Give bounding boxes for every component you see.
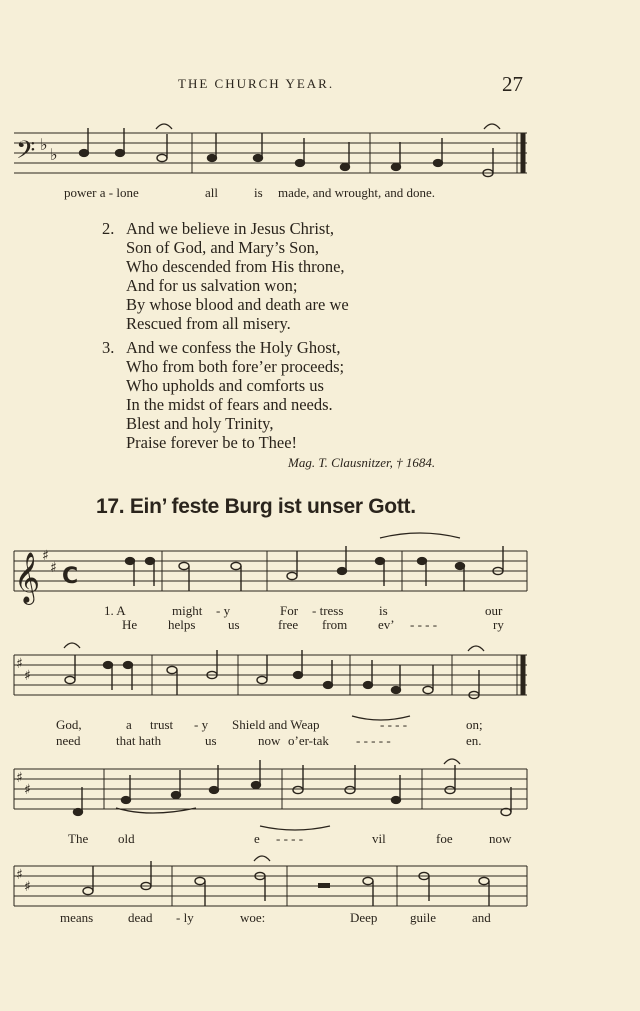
lyric-top-2: all	[205, 185, 218, 200]
lyric: o’er-tak	[288, 733, 329, 748]
verse-line: Praise forever be to Thee!	[126, 433, 298, 452]
svg-text:♯: ♯	[16, 656, 23, 672]
svg-text:♯: ♯	[24, 879, 31, 895]
lyric: The	[68, 831, 89, 846]
staff-hymn-2	[14, 655, 527, 695]
lyric: and	[472, 910, 491, 925]
bass-clef-icon: 𝄢	[16, 136, 36, 171]
staff-top	[14, 133, 527, 173]
lyric: now	[489, 831, 512, 846]
attribution: Mag. T. Clausnitzer, † 1684.	[288, 455, 436, 470]
lyric-top-3: is	[254, 185, 263, 200]
lyric: on;	[466, 717, 483, 732]
lyric: from	[322, 617, 348, 632]
lyric: - tress	[312, 603, 344, 618]
page-number: 27	[502, 72, 523, 96]
verse-line: And for us salvation won;	[126, 276, 298, 295]
lyric: ry	[493, 617, 504, 632]
staff-hymn-4	[14, 866, 527, 906]
verse-line: And we believe in Jesus Christ,	[126, 219, 335, 238]
lyric: foe	[436, 831, 453, 846]
verse-number: 3.	[102, 338, 115, 357]
lyric-top-4: made, and wrought, and done.	[278, 185, 436, 200]
lyric: our	[485, 603, 503, 618]
lyric: is	[379, 603, 388, 618]
lyric: - y	[216, 603, 231, 618]
verse-line: Son of God, and Mary’s Son,	[126, 238, 319, 257]
lyric: trust	[150, 717, 174, 732]
lyric: means	[60, 910, 94, 925]
lyric: woe:	[240, 910, 266, 925]
lyric: old	[118, 831, 135, 846]
verse-line: Who from both fore’er proceeds;	[126, 357, 345, 376]
lyric: now	[258, 733, 281, 748]
sharp-icon: ♯	[42, 548, 49, 564]
treble-clef-icon: 𝄞	[14, 552, 41, 603]
lyric: helps	[168, 617, 196, 632]
lyric: - y	[194, 717, 209, 732]
verse-line: Rescued from all misery.	[126, 314, 291, 333]
lyric: - ly	[176, 910, 194, 925]
lyric: vil	[372, 831, 386, 846]
svg-text:♭: ♭	[50, 145, 58, 164]
lyric: that hath	[116, 733, 162, 748]
lyric: us	[228, 617, 240, 632]
staff-hymn-1	[14, 551, 527, 591]
lyric: us	[205, 733, 217, 748]
verse-2	[102, 219, 349, 333]
lyric: guile	[410, 910, 436, 925]
lyric: - - - -	[410, 617, 438, 632]
lyric: en.	[466, 733, 482, 748]
svg-text:♯: ♯	[24, 668, 31, 684]
lyric: Shield and Weap	[232, 717, 320, 732]
lyric: - - - -	[380, 717, 408, 732]
lyric: might	[172, 603, 203, 618]
lyric-top-1: power a - lone	[64, 185, 139, 200]
lyric: e	[254, 831, 260, 846]
lyric: need	[56, 733, 81, 748]
verse-line: By whose blood and death are we	[126, 295, 349, 314]
verse-3	[102, 338, 344, 452]
lyric: free	[278, 617, 299, 632]
verse-line: Who upholds and comforts us	[126, 376, 324, 395]
lyric: dead	[128, 910, 153, 925]
lyric: He	[122, 617, 138, 632]
svg-text:♯: ♯	[50, 560, 57, 576]
verse-line: And we confess the Holy Ghost,	[126, 338, 341, 357]
lyric: Deep	[350, 910, 378, 925]
lyric: a	[126, 717, 132, 732]
hymn-title: 17. Ein’ feste Burg ist unser Gott.	[96, 495, 416, 518]
verse-line: Who descended from His throne,	[126, 257, 345, 276]
verse-number: 2.	[102, 219, 115, 238]
common-time-icon: C	[62, 564, 79, 589]
verse-line: Blest and holy Trinity,	[126, 414, 274, 433]
staff-hymn-3	[14, 769, 527, 809]
flat-icon: ♭	[40, 135, 48, 154]
svg-text:♯: ♯	[16, 770, 23, 786]
lyric: - - - -	[276, 831, 304, 846]
verse-line: In the midst of fears and needs.	[126, 395, 333, 414]
lyric: For	[280, 603, 299, 618]
svg-text:♯: ♯	[16, 867, 23, 883]
running-title: THE CHURCH YEAR.	[178, 76, 335, 91]
lyric: God,	[56, 717, 82, 732]
lyric: 1. A	[104, 603, 126, 618]
svg-text:♯: ♯	[24, 782, 31, 798]
lyric: - - - - -	[356, 733, 391, 748]
lyric: ev’	[378, 617, 395, 632]
